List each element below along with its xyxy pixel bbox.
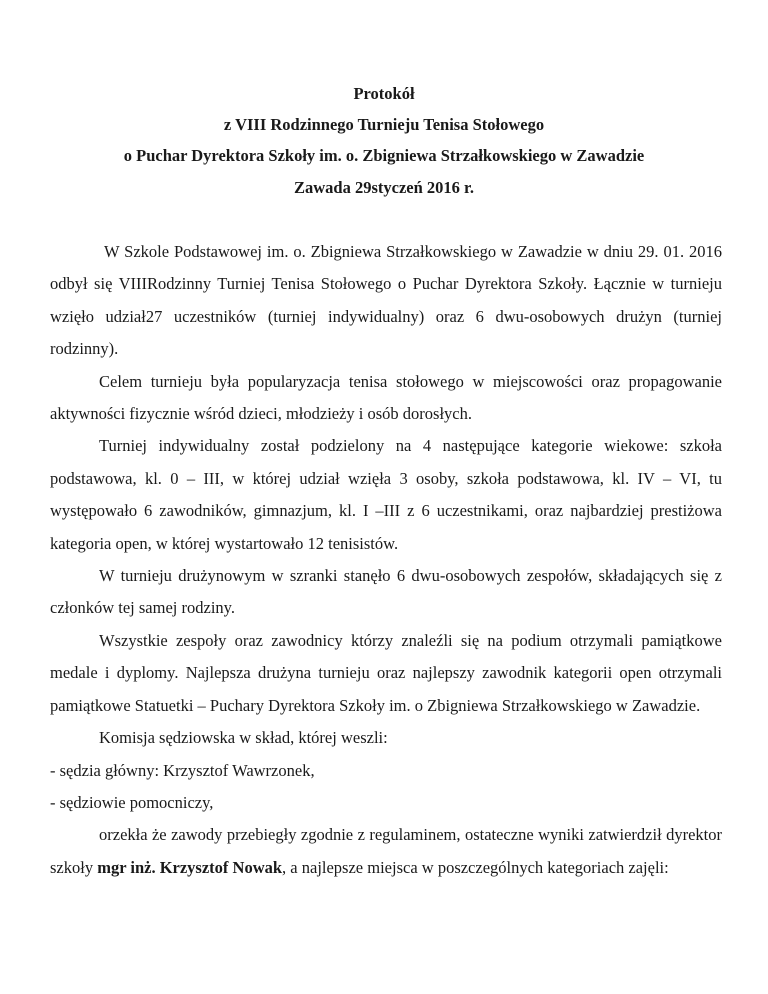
document-body [50,236,722,884]
paragraph-results [50,819,722,884]
document-subtitle-cup: o Puchar Dyrektora Szkoły im. o. Zbigniewa Strzałkowskiego w Zawadzie [123,146,645,165]
document-date: Zawada 29styczeń 2016 r. [294,178,474,197]
paragraph-team-tournament: W turnieju drużynowym w szranki stanęło 6 dwu-osobowych zespołów, składających się z członków tej samej rodziny. [50,566,722,618]
director-name: mgr inż. Krzysztof Nowak [97,857,283,877]
jury-assistant-judges: - sędziowie pomocniczy, [50,792,214,812]
paragraph-awards: Wszystkie zespoły oraz zawodnicy którzy znaleźli się na podium otrzymali pamiątkowe medale i dyplomy. Najlepsza drużyna turnieju oraz najlepszy zawodnik kategorii open otrzymali pamiątkowe Statuetki – Puchary Dyrektora Szkoły im. o Zbigniewa Strzałkowskiego w Zawadzie. [50,630,722,715]
jury-main-judge: - sędzia główny: Krzysztof Wawrzonek, [50,760,315,780]
paragraph-jury: Komisja sędziowska w skład, której weszli: [99,728,388,748]
paragraph-intro: W Szkole Podstawowej im. o. Zbigniewa Strzałkowskiego w Zawadzie w dniu 29. 01. 2016 odbył się VIIIRodzinny Turniej Tenisa Stołowego o Puchar Dyrektora Szkoły. Łącznie w turnieju wzięło udział27 uczestników (turniej indywidualny) oraz 6 dwu-osobowych drużyn (turniej rodzinny). [50,242,722,359]
results-text-start: orzekła że zawody przebiegły zgodnie z regulaminem, ostateczne wyniki zatwierdził dyrektor szkoły [50,825,722,877]
document-subtitle-tournament: z VIII Rodzinnego Turnieju Tenisa Stołowego [223,115,545,134]
document-title: Protokół [353,84,415,103]
results-text-end: , a najlepsze miejsca w poszczególnych kategoriach zajęli: [282,857,669,877]
paragraph-categories: Turniej indywidualny został podzielony na 4 następujące kategorie wiekowe: szkoła podstawowa, kl. 0 – III, w której udział wzięła 3 osoby, szkoła podstawowa, kl. IV – VI, tu występowało 6 zawodników, gimnazjum, kl. I –III z 6 uczestnikami, oraz najbardziej prestiżowa kategoria open, w której wystartowało 12 tenisistów. [50,436,722,553]
paragraph-purpose: Celem turnieju była popularyzacja tenisa stołowego w miejscowości oraz propagowanie aktywności fizycznie wśród dzieci, młodzieży i osób dorosłych. [50,371,722,424]
